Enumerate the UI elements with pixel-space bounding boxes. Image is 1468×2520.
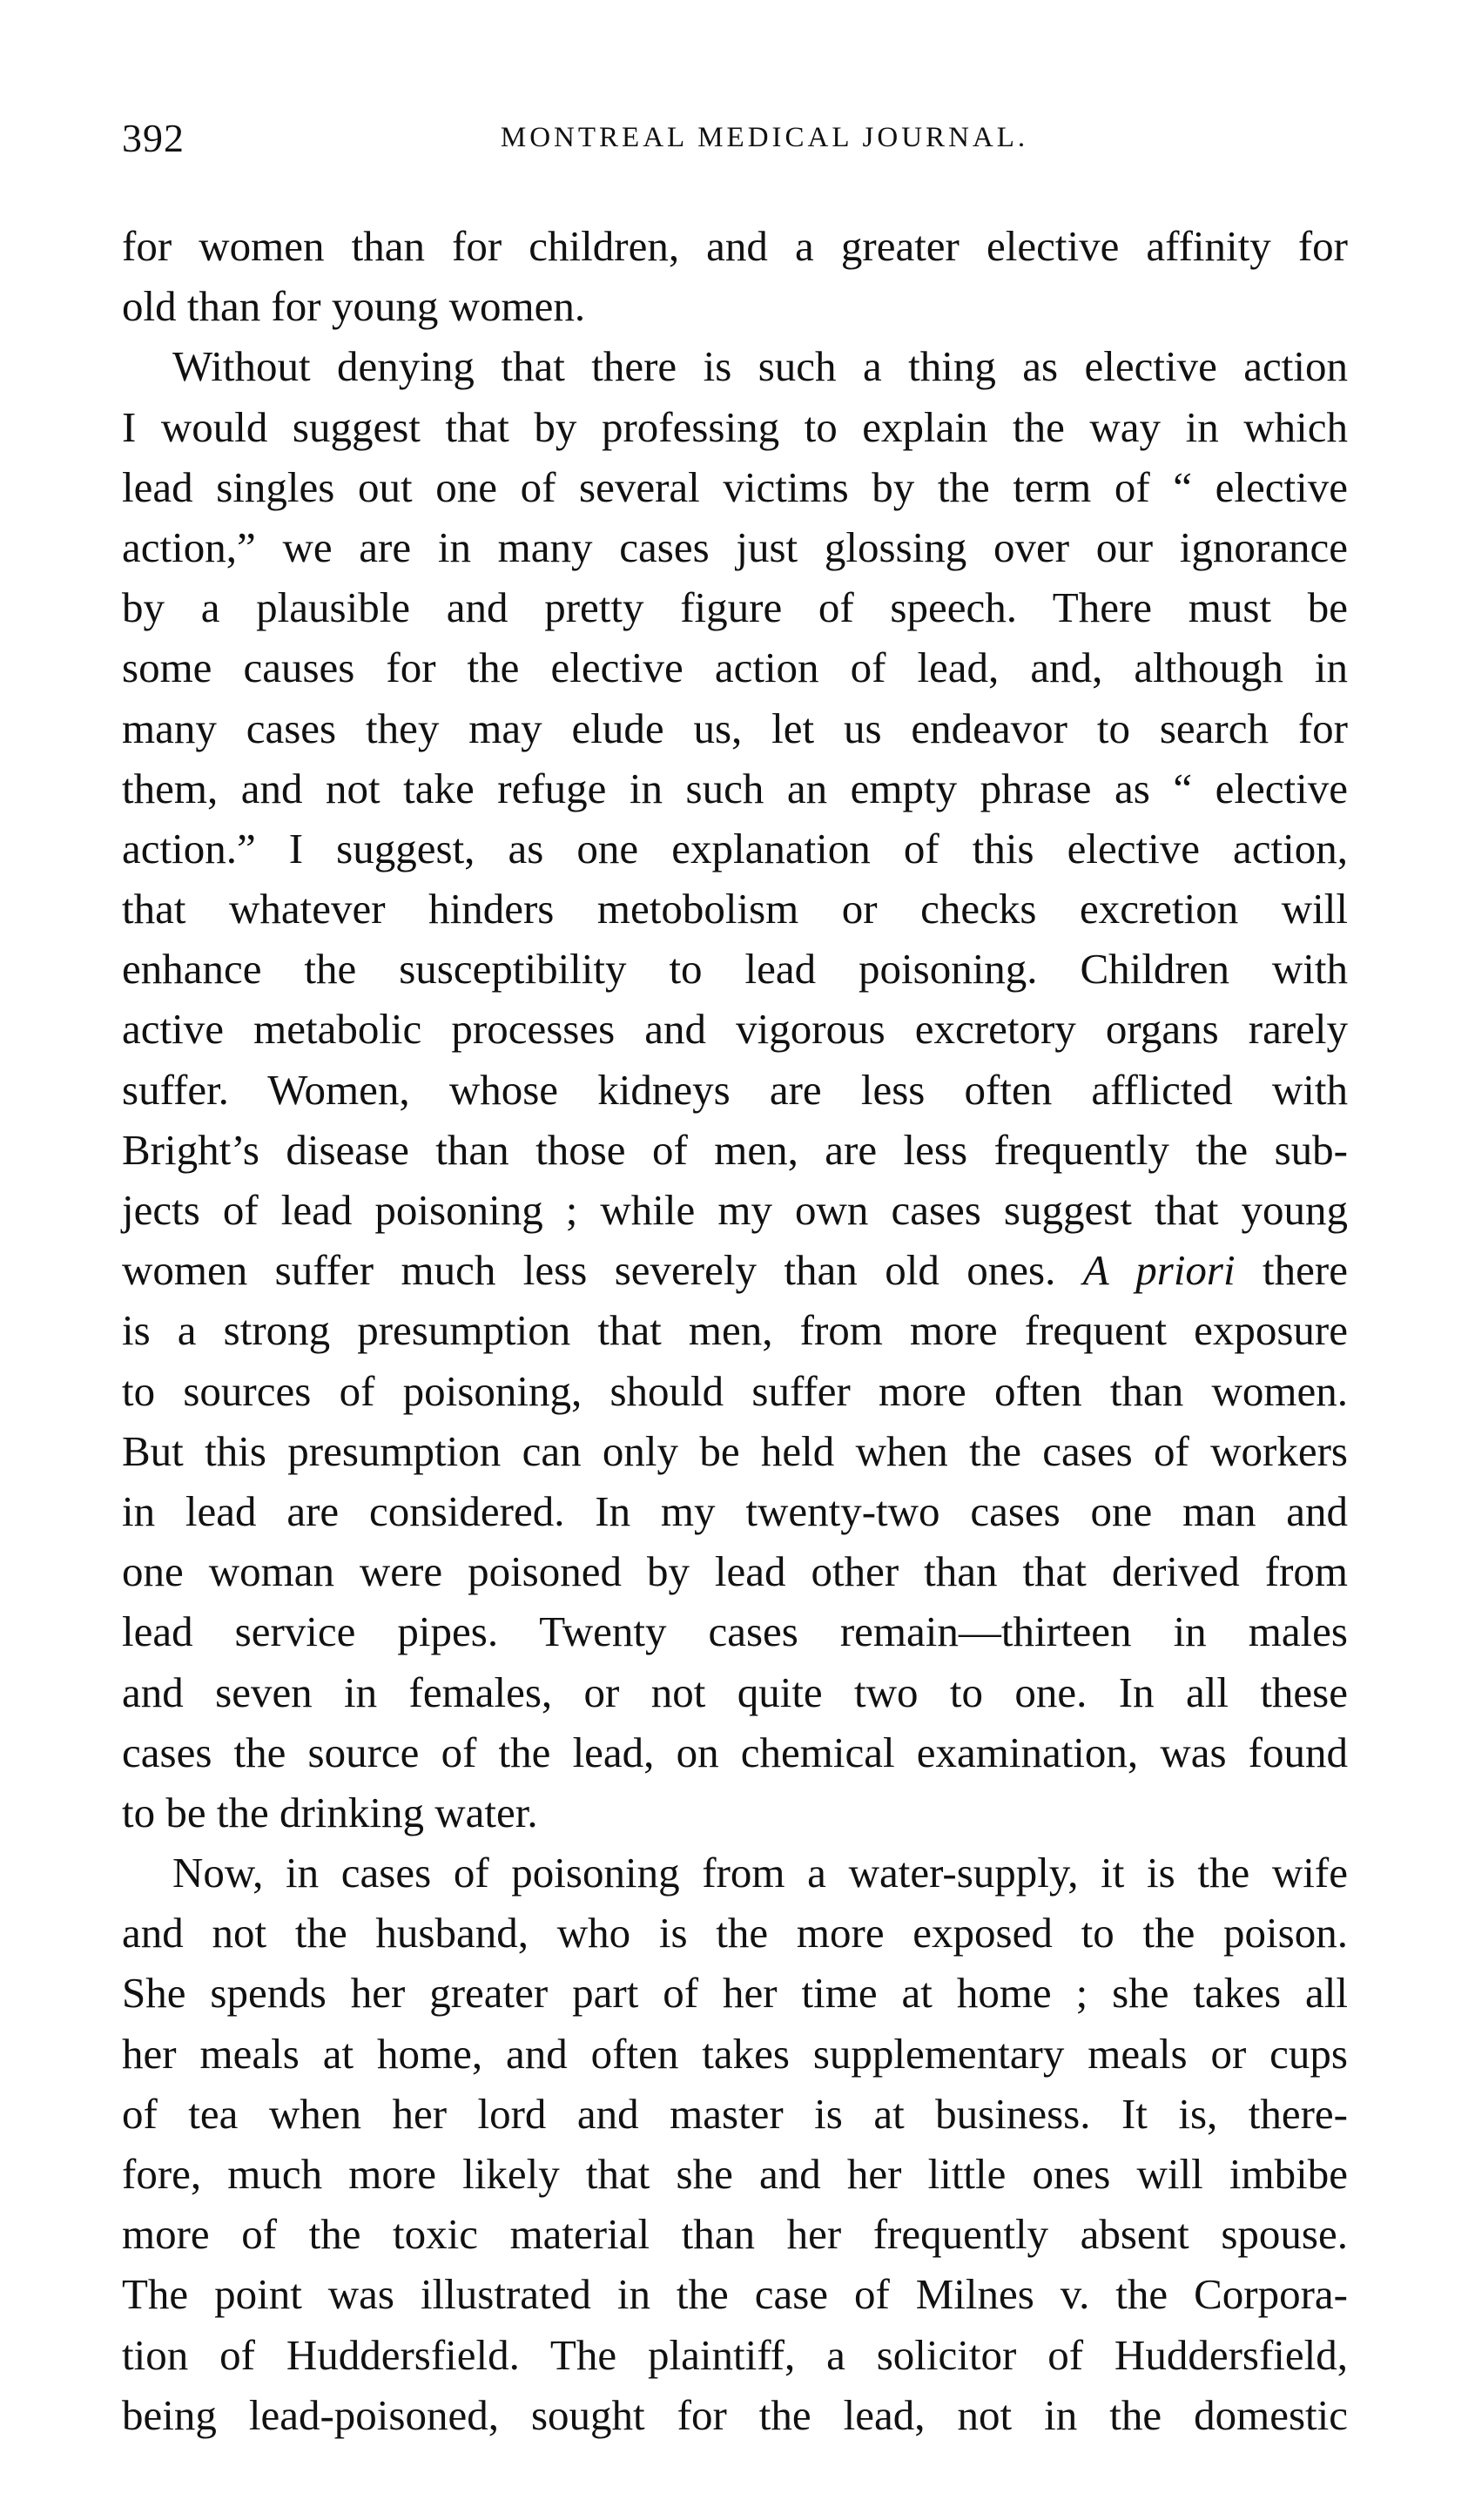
text-line: for women than for children, and a greater elective affinity for	[122, 222, 1348, 270]
text-line: enhance the susceptibility to lead poisoning. Children with	[122, 945, 1348, 994]
text-line: Now, in cases of poisoning from a water-supply, it is the wife	[172, 1849, 1348, 1897]
text-line: many cases they may elude us, let us endeavor to search for	[122, 704, 1348, 752]
text-line: them, and not take refuge in such an empty phrase as “ elective	[122, 764, 1348, 812]
text-line: cases the source of the lead, on chemical examination, was found	[122, 1728, 1348, 1776]
text-line: Without denying that there is such a thing as elective action	[172, 342, 1348, 391]
text-line: jects of lead poisoning ; while my own cases suggest that young	[122, 1186, 1348, 1234]
text-line: to sources of poisoning, should suffer more often than women.	[122, 1366, 1348, 1415]
italic-phrase: A priori	[1082, 1246, 1236, 1295]
page-number: 392	[122, 116, 185, 160]
text-line: She spends her greater part of her time at home ; she takes all	[122, 1969, 1348, 2018]
text-line: old than for young women.	[122, 282, 586, 331]
text-line: in lead are considered. In my twenty-two cases one man and	[122, 1486, 1348, 1535]
text-line: one woman were poisoned by lead other than that derived from	[122, 1547, 1348, 1596]
text-line: active metabolic processes and vigorous excretory organs rarely	[122, 1005, 1348, 1054]
journal-title: MONTREAL MEDICAL JOURNAL.	[500, 122, 1029, 153]
paragraph	[122, 336, 1348, 1843]
body-text	[122, 216, 1348, 2445]
text-line: Bright’s disease than those of men, are less frequently the sub-	[122, 1125, 1348, 1174]
text-line: But this presumption can only be held when the cases of workers	[122, 1426, 1348, 1475]
text-line: to be the drinking water.	[122, 1788, 538, 1836]
text-line: The point was illustrated in the case of Milnes v. the Corpora-	[122, 2270, 1348, 2319]
text-line: is a strong presumption that men, from more frequent exposure	[122, 1306, 1348, 1355]
text-line: being lead-poisoned, sought for the lead, not in the domestic	[122, 2390, 1348, 2439]
text-line: that whatever hinders metobolism or checks excretion will	[122, 885, 1348, 933]
text-line: lead singles out one of several victims by the term of “ elective	[122, 462, 1348, 511]
text-line: suffer. Women, whose kidneys are less often afflicted with	[122, 1065, 1348, 1114]
text-line: and not the husband, who is the more exposed to the poison.	[122, 1909, 1348, 1957]
text-line: and seven in females, or not quite two to one. In all these	[122, 1668, 1348, 1716]
text-line: by a plausible and pretty figure of speech. There must be	[122, 583, 1348, 632]
paragraph	[122, 216, 1348, 336]
text-line: of tea when her lord and master is at business. It is, there-	[122, 2089, 1348, 2138]
running-head	[122, 115, 1346, 167]
text-line: action,” we are in many cases just glossing over our ignorance	[122, 522, 1348, 571]
text-line: some causes for the elective action of lead, and, although in	[122, 643, 1348, 692]
text-line-with-italic	[122, 1240, 1348, 1300]
text-line: I would suggest that by professing to explain the way in which	[122, 402, 1348, 451]
text-line: tion of Huddersfield. The plaintiff, a solicitor of Huddersfield,	[122, 2330, 1348, 2379]
text-line: more of the toxic material than her frequently absent spouse.	[122, 2210, 1348, 2259]
paragraph	[122, 1843, 1348, 2445]
text-line: fore, much more likely that she and her little ones will imbibe	[122, 2150, 1348, 2198]
text-line: her meals at home, and often takes supplementary meals or cups	[122, 2029, 1348, 2078]
text-line: lead service pipes. Twenty cases remain—thirteen in males	[122, 1607, 1348, 1656]
text-segment: there	[1235, 1246, 1348, 1295]
text-line: action.” I suggest, as one explanation of this elective action,	[122, 824, 1348, 873]
text-segment: women suffer much less severely than old ones.	[122, 1246, 1056, 1295]
